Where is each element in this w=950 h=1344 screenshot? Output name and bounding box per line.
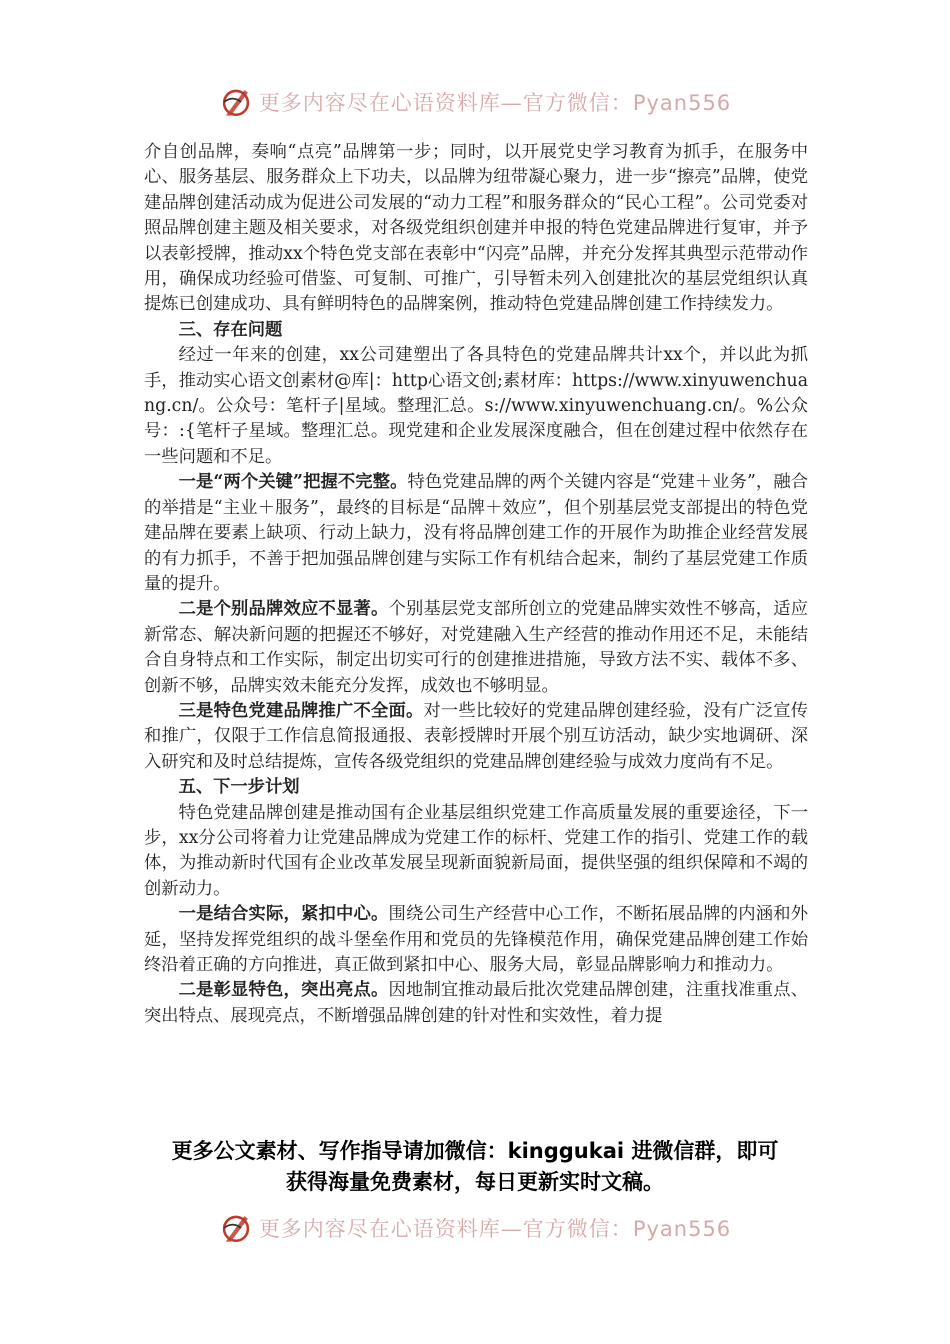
banner-text: 更多内容尽在心语资料库—官方微信：Pyan556 <box>258 1217 732 1241</box>
promo-line: 更多公文素材、写作指导请加微信：kinggukai 进微信群，即可 <box>171 1139 779 1163</box>
paragraph <box>144 978 808 1029</box>
paragraph-lead: 一是“两个关键”把握不完整。 <box>178 472 408 493</box>
header-banner <box>0 82 950 122</box>
footer-banner <box>0 1208 950 1248</box>
section-heading: 五、下一步计划 <box>178 777 300 798</box>
paragraph <box>144 470 808 597</box>
paragraph-lead: 二是个别品牌效应不显著。 <box>178 599 389 620</box>
promo-notice <box>130 1136 820 1198</box>
section-heading: 三、存在问题 <box>178 319 283 340</box>
paragraph: 特色党建品牌创建是推动国有企业基层组织党建工作高质量发展的重要途径，下一步，xx分公司将着力让党建品牌成为党建工作的标杆、党建工作的指引、党建工作的载体，为推动新时代国有企业改革发展呈现新面貌新局面，提供坚强的组织保障和不竭的创新动力。 <box>144 802 808 899</box>
promo-line: 获得海量免费素材，每日更新实时文稿。 <box>286 1170 664 1194</box>
paragraph: 经过一年来的创建，xx公司建塑出了各具特色的党建品牌共计xx个，并以此为抓手，推动实心语文创素材@库|：http心语文创;素材库：https://www.xinyuwenchuang.cn/。公众号：笔杆子|星域。整理汇总。s://www.xinyuwenchuang.cn/。%公众号：:{笔杆子星域。整理汇总。现党建和企业发展深度融合，但在创建过程中依然存在一些问题和不足。 <box>144 345 808 467</box>
paragraph-lead: 二是彰显特色，突出亮点。 <box>178 980 389 1001</box>
paragraph-text: 围绕公司生产经营中心工作，不断拓展品牌的内涵和外延，坚持发挥党组织的战斗堡垒作用和党员的先锋模范作用，确保党建品牌创建工作始终沿着正确的方向推进，真正做到紧扣中心、服务大局，彰显品牌影响力和推动力。 <box>144 904 808 975</box>
banner-text: 更多内容尽在心语资料库—官方微信：Pyan556 <box>258 91 732 115</box>
paragraph <box>144 902 808 978</box>
paragraph-text: 个别基层党支部所创立的党建品牌实效性不够高，适应新常态、解决新问题的把握还不够好，对党建融入生产经营的推动作用还不足，未能结合自身特点和工作实际，制定出切实可行的创建推进措施，导致方法不实、载体不多、创新不够，品牌实效未能充分发挥，成效也不够明显。 <box>144 599 808 696</box>
paragraph-text: 因地制宜推动最后批次党建品牌创建，注重找准重点、突出特点、展现亮点，不断增强品牌创建的针对性和实效性，着力提 <box>144 980 808 1026</box>
paragraph: 介自创品牌，奏响“点亮”品牌第一步；同时，以开展党史学习教育为抓手，在服务中心、服务基层、服务群众上下功夫，以品牌为纽带凝心聚力，进一步“擦亮”品牌，使党建品牌创建活动成为促进公司发展的“动力工程”和服务群众的“民心工程”。公司党委对照品牌创建主题及相关要求，对各级党组织创建并申报的特色党建品牌进行复审，并予以表彰授牌，推动xx个特色党支部在表彰中“闪亮”品牌，并充分发挥其典型示范带动作用，确保成功经验可借鉴、可复制、可推广，引导暂未列入创建批次的基层党组织认真提炼已创建成功、具有鲜明特色的品牌案例，推动特色党建品牌创建工作持续发力。 <box>144 142 808 315</box>
paragraph <box>144 699 808 775</box>
document-body <box>144 140 808 1029</box>
pen-logo-icon <box>219 85 253 119</box>
pen-logo-icon <box>219 1211 253 1245</box>
paragraph-text: 特色党建品牌的两个关键内容是“党建＋业务”，融合的举措是“主业＋服务”，最终的目标是“品牌＋效应”，但个别基层党支部提出的特色党建品牌在要素上缺项、行动上缺力，没有将品牌创建工作的开展作为助推企业经营发展的有力抓手，不善于把加强品牌创建与实际工作有机结合起来，制约了基层党建工作质量的提升。 <box>144 472 809 594</box>
paragraph-lead: 三是特色党建品牌推广不全面。 <box>178 700 424 721</box>
paragraph-lead: 一是结合实际，紧扣中心。 <box>178 904 389 925</box>
paragraph-text: 对一些比较好的党建品牌创建经验，没有广泛宣传和推广，仅限于工作信息简报通报、表彰授牌时开展个别互访活动，缺少实地调研、深入研究和及时总结提炼，宣传各级党组织的党建品牌创建经验与成效力度尚有不足。 <box>144 700 808 772</box>
paragraph <box>144 597 808 699</box>
